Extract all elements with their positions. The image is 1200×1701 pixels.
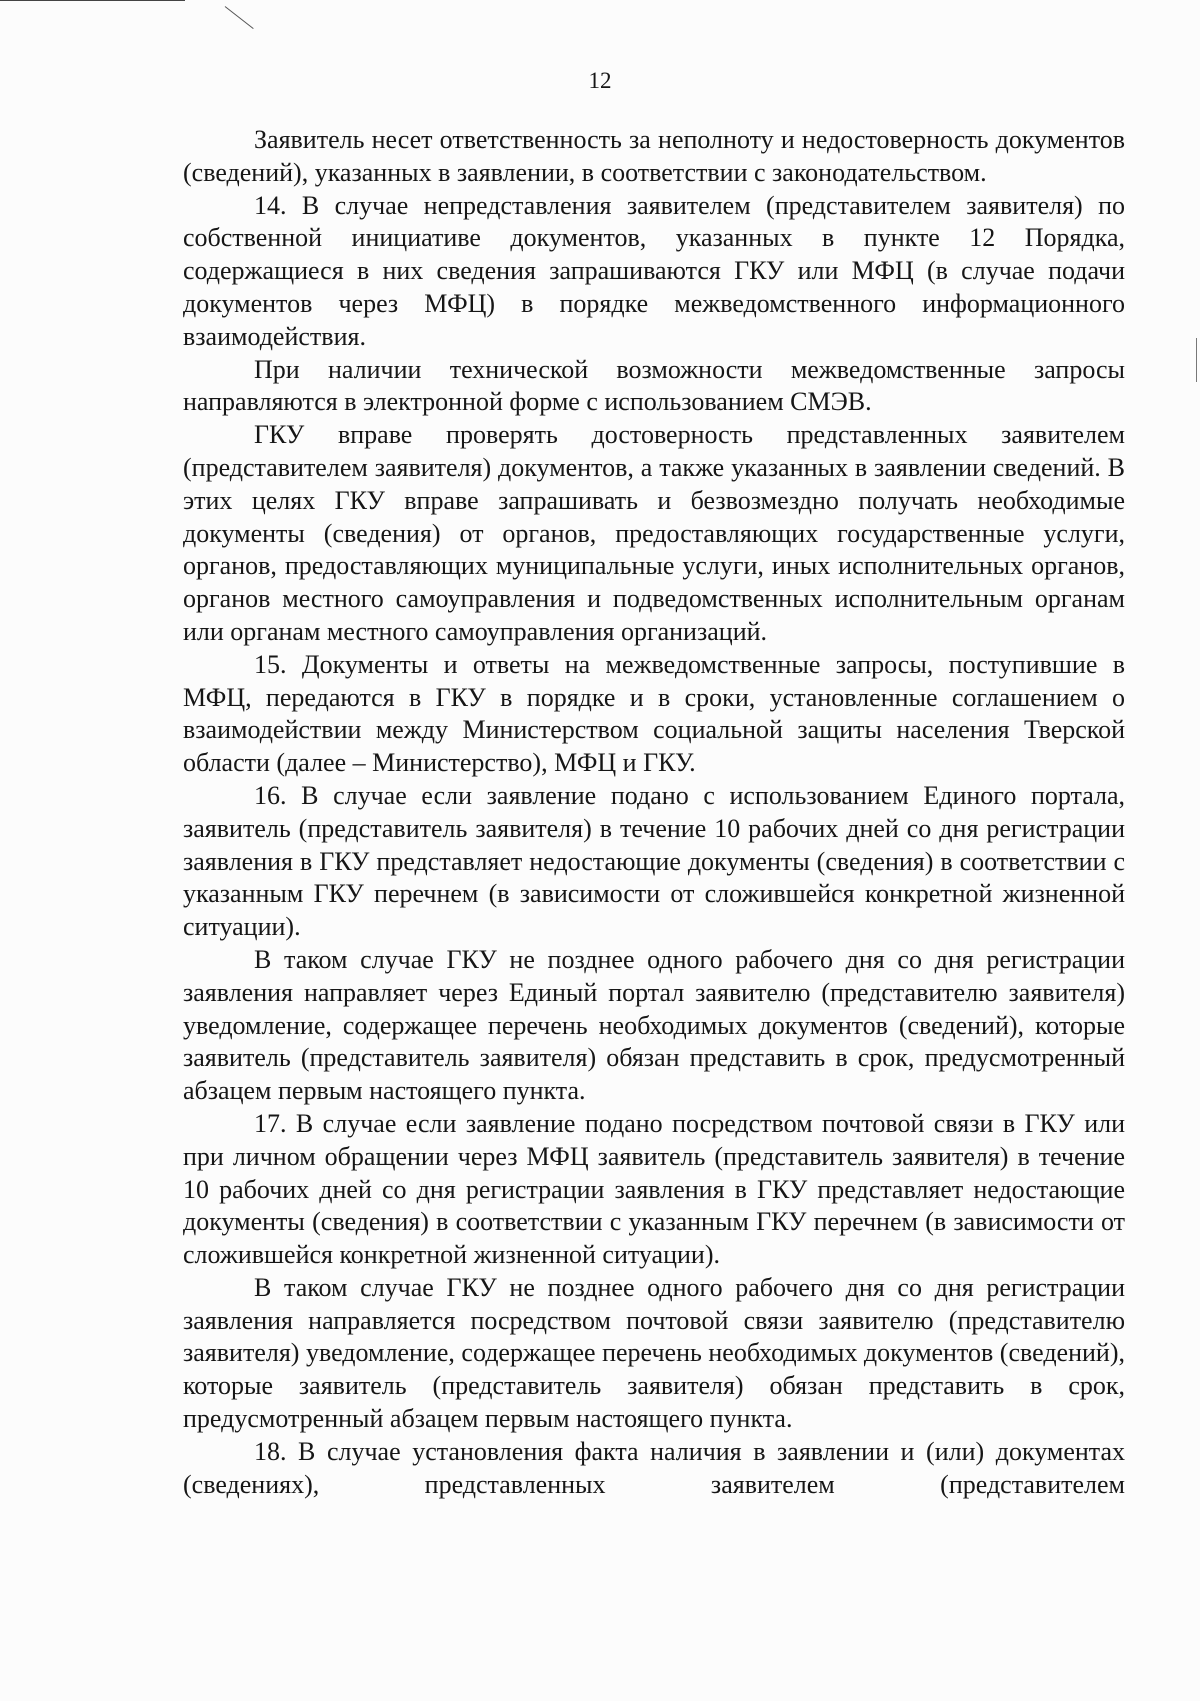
paragraph-responsibility: Заявитель несет ответственность за неполноту и недостоверность документов (сведений), указанных в заявлении, в соответствии с законодательством. [183, 125, 1125, 187]
paragraph-17: 17. В случае если заявление подано посредством почтовой связи в ГКУ или при личном обращении через МФЦ заявитель (представитель заявителя) в течение 10 рабочих дней со дня регистрации заявления в ГКУ представляет недостающие документы (сведения) в соответствии с указанным ГКУ перечнем (в зависимости от сложившейся конкретной жизненной ситуации). [183, 1108, 1125, 1270]
paragraph-verification: ГКУ вправе проверять достоверность представленных заявителем (представителем заявителя) документов, а также указанных в заявлении сведений. В этих целях ГКУ вправе запрашивать и безвозмездно получать необходимые документы (сведения) от органов, предоставляющих государственные услуги, органов, предоставляющих муниципальные услуги, иных исполнительных органов, органов местного самоуправления и подведомственных исполнительным органам или органам местного самоуправления организаций. [183, 420, 1125, 646]
scan-edge-mark [1196, 338, 1197, 382]
document-body [183, 124, 1125, 1501]
scan-edge-line [0, 0, 185, 1]
paragraph-14: 14. В случае непредставления заявителем (представителем заявителя) по собственной инициативе документов, указанных в пункте 12 Порядка, содержащиеся в них сведения запрашиваются ГКУ или МФЦ (в случае подачи документов через МФЦ) в порядке межведомственного информационного взаимодействия. [183, 190, 1125, 351]
paragraph-18: 18. В случае установления факта наличия в заявлении и (или) документах (сведениях), представленных заявителем (представителем [183, 1436, 1125, 1499]
paragraph-16-notice: В таком случае ГКУ не позднее одного рабочего дня со дня регистрации заявления направляет через Единый портал заявителю (представителю заявителя) уведомление, содержащее перечень необходимых документов (сведений), которые заявитель (представитель заявителя) обязан представить в срок, предусмотренный абзацем первым настоящего пункта. [183, 944, 1125, 1106]
paragraph-17-notice: В таком случае ГКУ не позднее одного рабочего дня со дня регистрации заявления направляется посредством почтовой связи заявителю (представителю заявителя) уведомление, содержащее перечень необходимых документов (сведений), которые заявитель (представитель заявителя) обязан представить в срок, предусмотренный абзацем первым настоящего пункта. [183, 1272, 1125, 1434]
paragraph-smev: При наличии технической возможности межведомственные запросы направляются в электронной форме с использованием СМЭВ. [183, 354, 1125, 417]
paragraph-15: 15. Документы и ответы на межведомственные запросы, поступившие в МФЦ, передаются в ГКУ в порядке и в сроки, установленные соглашением о взаимодействии между Министерством социальной защиты населения Тверской области (далее – Министерство), МФЦ и ГКУ. [183, 649, 1125, 778]
page-number: 12 [588, 68, 612, 93]
paragraph-16: 16. В случае если заявление подано с использованием Единого портала, заявитель (представитель заявителя) в течение 10 рабочих дней со дня регистрации заявления в ГКУ представляет недостающие документы (сведения) в соответствии с указанным ГКУ перечнем (в зависимости от сложившейся конкретной жизненной ситуации). [183, 780, 1125, 942]
scan-artifact-stroke [225, 6, 254, 29]
